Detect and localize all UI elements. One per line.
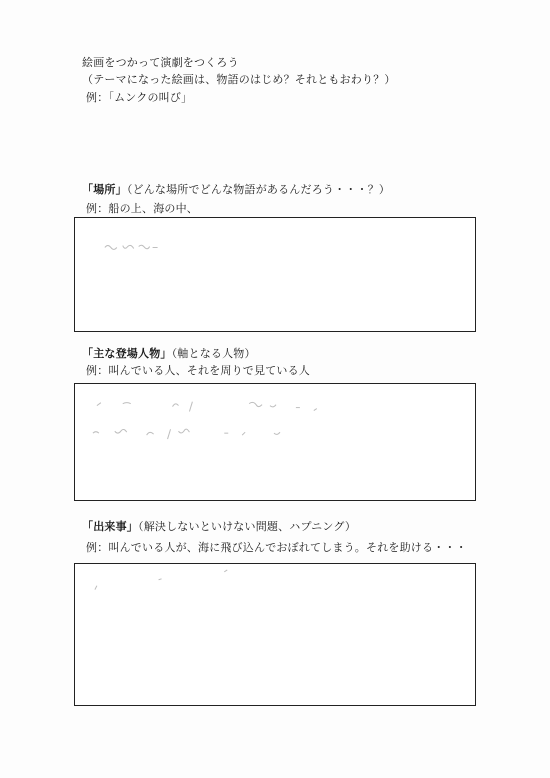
section-characters-heading: 「主な登場人物」 <box>82 347 172 360</box>
faint-handwriting-marks <box>75 384 475 500</box>
worksheet-subtitle: （テーマになった絵画は、物語のはじめ？それともおわり？） <box>82 73 396 86</box>
place-answer-box[interactable] <box>74 217 476 332</box>
worksheet-title: 絵画をつかって演劇をつくろう <box>82 56 239 69</box>
section-characters-example: 例：叫んでいる人、それを周りで見ている人 <box>86 364 310 377</box>
section-characters-heading-line <box>82 347 256 361</box>
events-answer-box[interactable] <box>74 563 476 706</box>
section-place-heading: 「場所」 <box>82 183 127 196</box>
section-place-example: 例：船の上、海の中、 <box>86 202 198 215</box>
section-events-example: 例：叫んでいる人が、海に飛び込んでおぼれてしまう。それを助ける・・・ <box>86 541 467 554</box>
faint-handwriting-marks <box>75 564 475 705</box>
section-events-note: （解決しないといけない問題、ハプニング） <box>138 520 357 533</box>
section-events-heading-line <box>82 520 356 534</box>
section-events-heading: 「出来事」 <box>82 520 138 533</box>
section-place-note: （どんな場所でどんな物語があるんだろう・・・？） <box>126 183 391 196</box>
section-characters-note: （軸となる人物） <box>171 347 256 360</box>
section-place-heading-line <box>82 183 390 197</box>
characters-answer-box[interactable] <box>74 383 476 501</box>
faint-handwriting-marks <box>75 218 475 331</box>
worksheet-example: 例：「ムンクの叫び」 <box>86 91 193 104</box>
